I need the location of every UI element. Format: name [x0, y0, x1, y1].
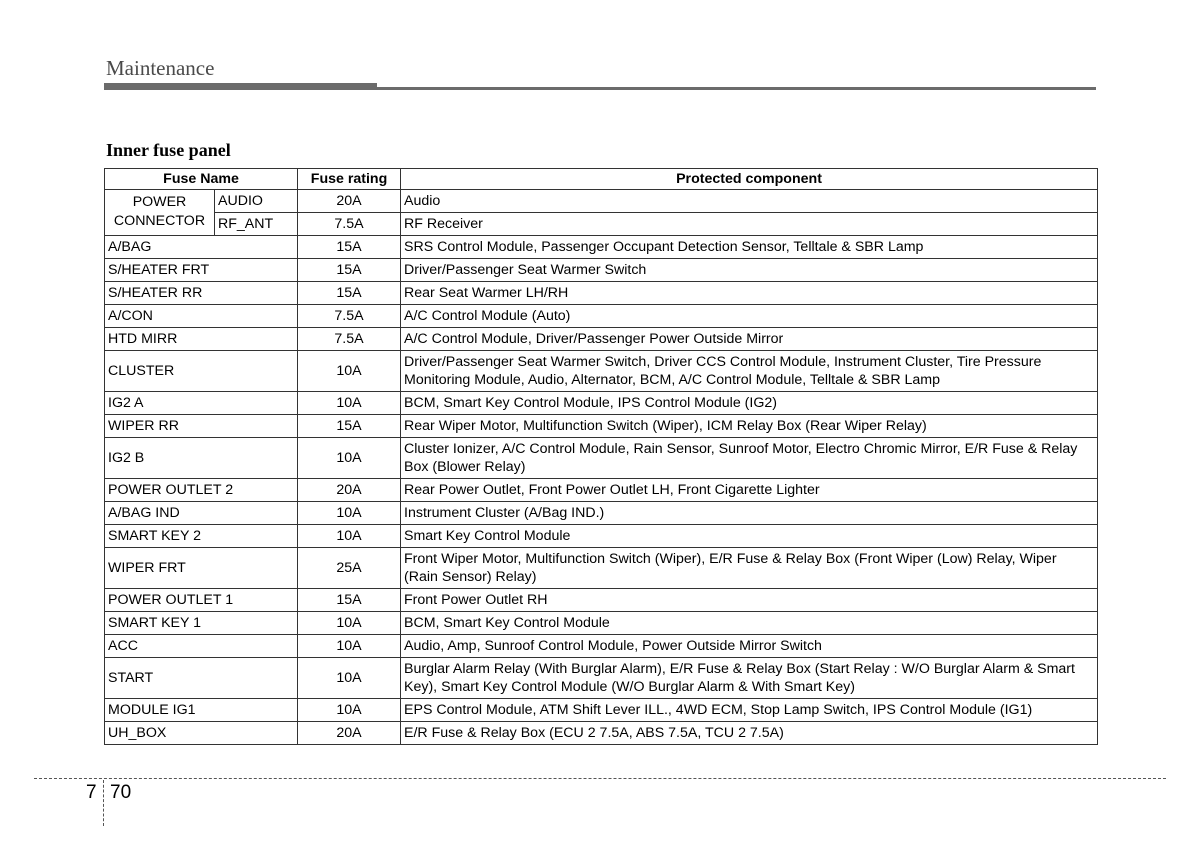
fuse-name: POWER OUTLET 1: [105, 589, 298, 612]
protected-component: Cluster Ionizer, A/C Control Module, Rain Sensor, Sunroof Motor, Electro Chromic Mirror, E/R Fuse & Relay Box (Blower Relay): [401, 438, 1098, 479]
page-number-separator: [103, 780, 104, 826]
protected-component: Driver/Passenger Seat Warmer Switch: [401, 259, 1098, 282]
table-row: [105, 415, 1098, 438]
fuse-name: SMART KEY 1: [105, 612, 298, 635]
fuse-rating: 15A: [298, 259, 401, 282]
protected-component: E/R Fuse & Relay Box (ECU 2 7.5A, ABS 7.5A, TCU 2 7.5A): [401, 722, 1098, 745]
chapter-number: 7: [86, 782, 97, 803]
footer-dashed-rule: [34, 778, 1166, 779]
fuse-rating: 15A: [298, 415, 401, 438]
fuse-rating: 7.5A: [298, 213, 401, 236]
protected-component: BCM, Smart Key Control Module: [401, 612, 1098, 635]
fuse-rating: 10A: [298, 392, 401, 415]
page-header-title: Maintenance: [106, 56, 215, 80]
table-row: [105, 213, 1098, 236]
fuse-rating: 25A: [298, 548, 401, 589]
fuse-rating: 15A: [298, 282, 401, 305]
table-header-row: [105, 169, 1098, 190]
protected-component: Instrument Cluster (A/Bag IND.): [401, 502, 1098, 525]
fuse-name: S/HEATER RR: [105, 282, 298, 305]
fuse-name: IG2 A: [105, 392, 298, 415]
protected-component: BCM, Smart Key Control Module, IPS Control Module (IG2): [401, 392, 1098, 415]
fuse-name: RF_ANT: [215, 213, 298, 236]
table-row: [105, 328, 1098, 351]
fuse-name: A/CON: [105, 305, 298, 328]
protected-component: A/C Control Module, Driver/Passenger Power Outside Mirror: [401, 328, 1098, 351]
fuse-name: IG2 B: [105, 438, 298, 479]
fuse-rating: 20A: [298, 479, 401, 502]
protected-component: Rear Wiper Motor, Multifunction Switch (Wiper), ICM Relay Box (Rear Wiper Relay): [401, 415, 1098, 438]
fuse-rating: 7.5A: [298, 328, 401, 351]
table-row: [105, 589, 1098, 612]
fuse-rating: 10A: [298, 351, 401, 392]
table-row: [105, 305, 1098, 328]
protected-component: Smart Key Control Module: [401, 525, 1098, 548]
protected-component: A/C Control Module (Auto): [401, 305, 1098, 328]
protected-component: SRS Control Module, Passenger Occupant Detection Sensor, Telltale & SBR Lamp: [401, 236, 1098, 259]
fuse-rating: 10A: [298, 502, 401, 525]
section-title: Inner fuse panel: [106, 140, 231, 160]
power-connector-label: POWER CONNECTOR: [105, 190, 215, 236]
fuse-name: HTD MIRR: [105, 328, 298, 351]
table-row: [105, 525, 1098, 548]
fuse-rating: 10A: [298, 612, 401, 635]
fuse-name: A/BAG: [105, 236, 298, 259]
protected-component: Audio, Amp, Sunroof Control Module, Power Outside Mirror Switch: [401, 635, 1098, 658]
table-row: [105, 236, 1098, 259]
protected-component: Front Wiper Motor, Multifunction Switch (Wiper), E/R Fuse & Relay Box (Front Wiper (Low) Relay, Wiper (Rain Sensor) Relay): [401, 548, 1098, 589]
table-row: [105, 479, 1098, 502]
fuse-name: WIPER RR: [105, 415, 298, 438]
table-row: [105, 392, 1098, 415]
table-row: [105, 635, 1098, 658]
protected-component: Audio: [401, 190, 1098, 213]
fuse-name: ACC: [105, 635, 298, 658]
protected-component: EPS Control Module, ATM Shift Lever ILL., 4WD ECM, Stop Lamp Switch, IPS Control Module (IG1): [401, 699, 1098, 722]
fuse-rating: 10A: [298, 635, 401, 658]
fuse-rating: 7.5A: [298, 305, 401, 328]
fuse-rating: 15A: [298, 589, 401, 612]
fuse-name: SMART KEY 2: [105, 525, 298, 548]
fuse-name: CLUSTER: [105, 351, 298, 392]
table-row: [105, 190, 1098, 213]
fuse-rating: 10A: [298, 658, 401, 699]
fuse-name: UH_BOX: [105, 722, 298, 745]
protected-component: Rear Seat Warmer LH/RH: [401, 282, 1098, 305]
fuse-name: A/BAG IND: [105, 502, 298, 525]
table-row: [105, 658, 1098, 699]
table-row: [105, 548, 1098, 589]
table-row: [105, 282, 1098, 305]
protected-component: Rear Power Outlet, Front Power Outlet LH, Front Cigarette Lighter: [401, 479, 1098, 502]
fuse-table: [104, 168, 1098, 745]
table-row: [105, 612, 1098, 635]
fuse-rating: 10A: [298, 525, 401, 548]
table-row: [105, 502, 1098, 525]
page-number: 70: [110, 782, 132, 803]
header-rule-thin: [377, 87, 1096, 90]
fuse-name: AUDIO: [215, 190, 298, 213]
protected-component: Burglar Alarm Relay (With Burglar Alarm), E/R Fuse & Relay Box (Start Relay : W/O Burglar Alarm & Smart Key), Smart Key Control Module (W/O Burglar Alarm & With Smart Key): [401, 658, 1098, 699]
fuse-rating: 10A: [298, 438, 401, 479]
fuse-rating: 20A: [298, 722, 401, 745]
fuse-name: MODULE IG1: [105, 699, 298, 722]
header-fuse-name: Fuse Name: [105, 169, 298, 190]
table-row: [105, 351, 1098, 392]
fuse-rating: 10A: [298, 699, 401, 722]
protected-component: Front Power Outlet RH: [401, 589, 1098, 612]
protected-component: RF Receiver: [401, 213, 1098, 236]
header-rule-thick: [104, 83, 377, 90]
table-row: [105, 699, 1098, 722]
table-row: [105, 438, 1098, 479]
header-fuse-rating: Fuse rating: [298, 169, 401, 190]
fuse-name: START: [105, 658, 298, 699]
header-protected-component: Protected component: [401, 169, 1098, 190]
table-row: [105, 722, 1098, 745]
fuse-rating: 15A: [298, 236, 401, 259]
fuse-name: WIPER FRT: [105, 548, 298, 589]
fuse-name: S/HEATER FRT: [105, 259, 298, 282]
table-row: [105, 259, 1098, 282]
fuse-rating: 20A: [298, 190, 401, 213]
protected-component: Driver/Passenger Seat Warmer Switch, Driver CCS Control Module, Instrument Cluster, Tire Pressure Monitoring Module, Audio, Alternator, BCM, A/C Control Module, Telltale & SBR Lamp: [401, 351, 1098, 392]
fuse-name: POWER OUTLET 2: [105, 479, 298, 502]
